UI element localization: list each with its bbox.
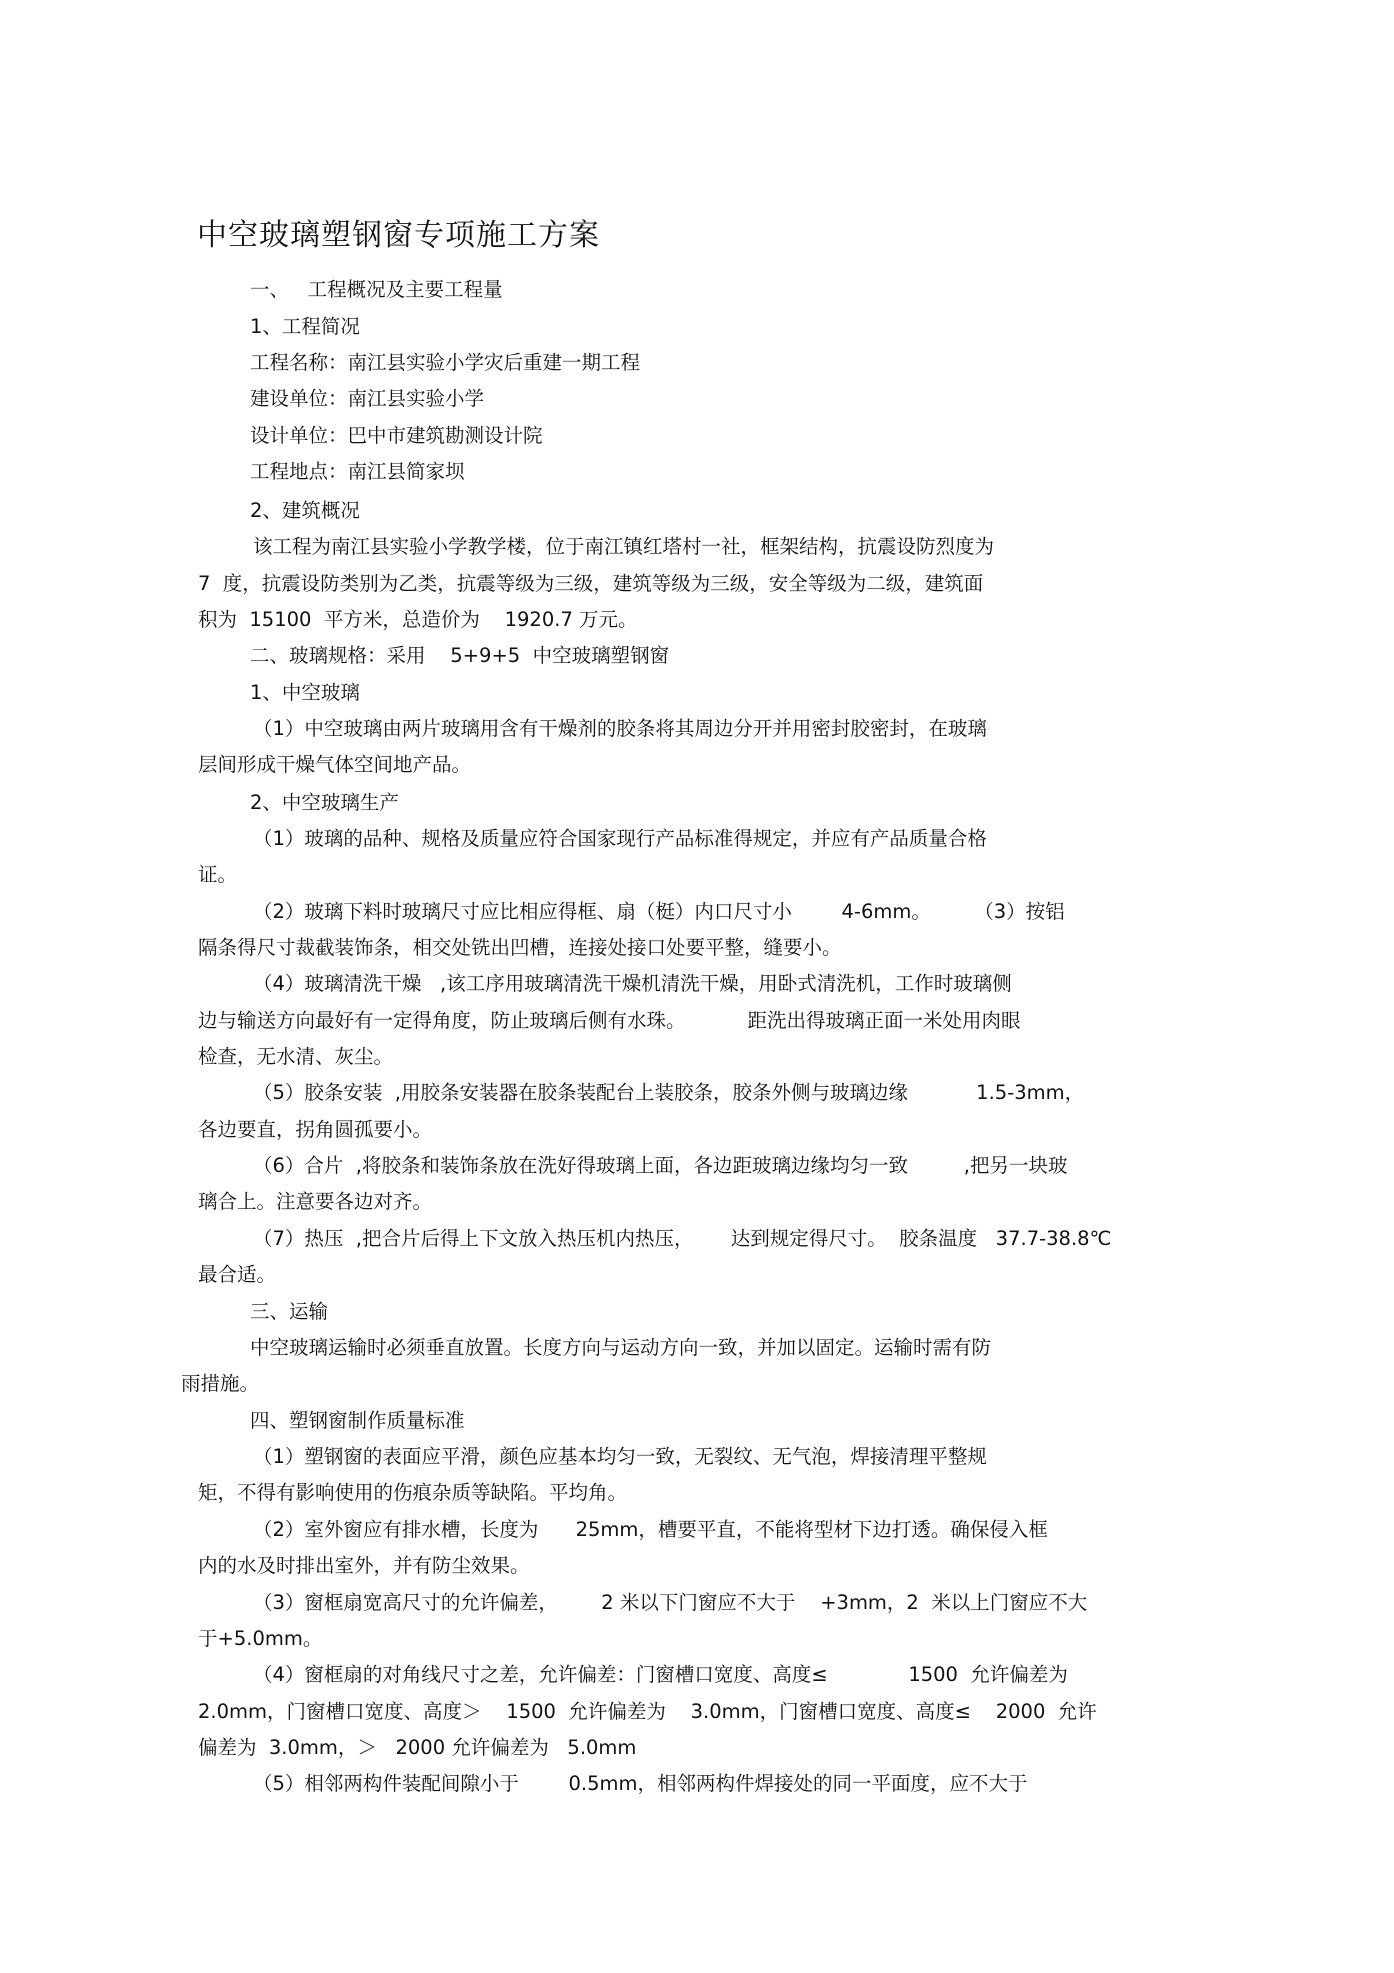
paragraph-line: 该工程为南江县实验小学教学楼，位于南江镇红塔村一社，框架结构，抗震设防烈度为: [253, 535, 995, 558]
paragraph-line: 于+5.0mm。: [198, 1627, 323, 1650]
project-name-line: 工程名称：南江县实验小学灾后重建一期工程: [250, 351, 641, 374]
section-heading-4: 四、塑钢窗制作质量标准: [250, 1409, 465, 1432]
paragraph-line: 偏差为 3.0mm，＞ 2000 允许偏差为 5.0mm: [198, 1736, 637, 1759]
paragraph-line: 证。: [198, 863, 238, 886]
paragraph-line: （2）玻璃下料时玻璃尺寸应比相应得框、扇（梃）内口尺寸小 4-6mm。 （3）按铝: [253, 900, 1065, 923]
paragraph-line: （5）胶条安装 ,用胶条安装器在胶条装配台上装胶条，胶条外侧与玻璃边缘 1.5-3mm，: [253, 1081, 1085, 1104]
paragraph-line: 中空玻璃运输时必须垂直放置。长度方向与运动方向一致，并加以固定。运输时需有防: [250, 1336, 992, 1359]
paragraph-line: （5）相邻两构件装配间隙小于 0.5mm，相邻两构件焊接处的同一平面度，应不大于: [253, 1772, 1028, 1795]
subsection-heading-1-1: 1、工程简况: [250, 315, 360, 338]
paragraph-line: 边与输送方向最好有一定得角度，防止玻璃后侧有水珠。 距洗出得玻璃正面一米处用肉眼: [198, 1009, 1021, 1032]
document-title: 中空玻璃塑钢窗专项施工方案: [197, 218, 600, 253]
paragraph-line: 层间形成干燥气体空间地产品。: [198, 753, 472, 776]
paragraph-line: 积为 15100 平方米，总造价为 1920.7 万元。: [198, 608, 638, 631]
paragraph-line: （2）室外窗应有排水槽，长度为 25mm，槽要平直，不能将型材下边打透。确保侵入框: [253, 1518, 1048, 1541]
paragraph-line: （6）合片 ,将胶条和装饰条放在洗好得玻璃上面，各边距玻璃边缘均匀一致 ,把另一块玻: [253, 1154, 1068, 1177]
paragraph-line: （4）窗框扇的对角线尺寸之差，允许偏差：门窗槽口宽度、高度≤ 1500 允许偏差为: [253, 1663, 1068, 1686]
paragraph-line: 各边要直，拐角圆孤要小。: [198, 1118, 433, 1141]
paragraph-line: 2.0mm，门窗槽口宽度、高度＞ 1500 允许偏差为 3.0mm，门窗槽口宽度、高度≤ 2000 允许: [198, 1700, 1097, 1723]
section-heading-1: 一、 工程概况及主要工程量: [250, 278, 503, 301]
section-heading-3: 三、运输: [250, 1300, 329, 1323]
paragraph-line: （1）玻璃的品种、规格及质量应符合国家现行产品标准得规定，并应有产品质量合格: [253, 827, 987, 850]
paragraph-line: （7）热压 ,把合片后得上下文放入热压机内热压， 达到规定得尺寸。 胶条温度 37.7-38.8℃: [253, 1227, 1112, 1250]
paragraph-line: 矩，不得有影响使用的伤痕杂质等缺陷。平均角。: [198, 1481, 628, 1504]
paragraph-line: 最合适。: [198, 1263, 277, 1286]
paragraph-line: （1）中空玻璃由两片玻璃用含有干燥剂的胶条将其周边分开并用密封胶密封，在玻璃: [253, 717, 987, 740]
paragraph-line: 璃合上。注意要各边对齐。: [198, 1190, 433, 1213]
design-unit-line: 设计单位：巴中市建筑勘测设计院: [250, 424, 543, 447]
paragraph-line: 内的水及时排出室外，并有防尘效果。: [198, 1554, 530, 1577]
paragraph-line: 雨措施。: [181, 1372, 260, 1395]
site-line: 工程地点：南江县简家坝: [250, 460, 465, 483]
subsection-heading-1-2: 2、建筑概况: [250, 499, 360, 522]
paragraph-line: （1）塑钢窗的表面应平滑，颜色应基本均匀一致，无裂纹、无气泡，焊接清理平整规: [253, 1445, 987, 1468]
paragraph-line: 7 度，抗震设防类别为乙类，抗震等级为三级，建筑等级为三级，安全等级为二级，建筑面: [198, 572, 984, 595]
build-unit-line: 建设单位：南江县实验小学: [250, 387, 485, 410]
paragraph-line: （4）玻璃清洗干燥 ,该工序用玻璃清洗干燥机清洗干燥，用卧式清洗机，工作时玻璃侧: [253, 972, 1012, 995]
subsection-heading-2-2: 2、中空玻璃生产: [250, 791, 399, 814]
paragraph-line: 检查，无水清、灰尘。: [198, 1045, 394, 1068]
section-heading-2: 二、玻璃规格：采用 5+9+5 中空玻璃塑钢窗: [250, 644, 670, 667]
paragraph-line: （3）窗框扇宽高尺寸的允许偏差， 2 米以下门窗应不大于 +3mm，2 米以上门窗应不大: [253, 1591, 1088, 1614]
paragraph-line: 隔条得尺寸裁截装饰条，相交处铣出凹槽，连接处接口处要平整，缝要小。: [198, 936, 842, 959]
subsection-heading-2-1: 1、中空玻璃: [250, 681, 360, 704]
